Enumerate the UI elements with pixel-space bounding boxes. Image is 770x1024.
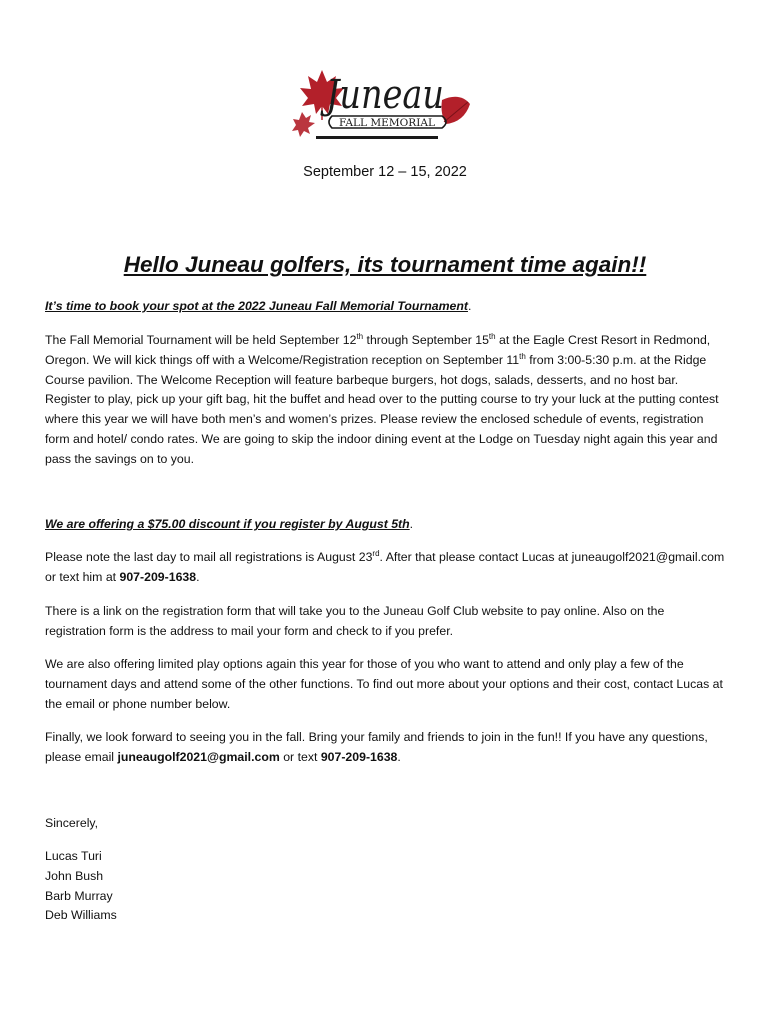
- para1-text-a: The Fall Memorial Tournament will be held September 12: [45, 333, 357, 347]
- online-payment-paragraph: There is a link on the registration form that will take you to the Juneau Golf Club website to pay online. Also on the registration form is the address to mail your form and check to if you prefer.: [45, 604, 665, 638]
- contact-email: juneaugolf2021@gmail.com: [117, 749, 280, 764]
- tournament-details-paragraph: [45, 331, 725, 470]
- signatory-name: Deb Williams: [45, 908, 117, 923]
- signatory-name: John Bush: [45, 868, 104, 883]
- para2-text-c: .: [196, 569, 200, 584]
- discount-text: We are offering a $75.00 discount if you register by August 5th: [45, 517, 410, 531]
- contact-phone: 907-209-1638: [320, 749, 398, 764]
- discount-paragraph: [45, 515, 725, 535]
- signatory-name: Lucas Turi: [45, 849, 102, 863]
- sign-off: Sincerely,: [45, 816, 99, 830]
- intro-tail: .: [467, 299, 472, 313]
- para5-text-a: Finally, we look forward to seeing you in the fall. Bring your family and friends to join in the fun!! If you have any questions, please email: [45, 730, 708, 764]
- para2-text-b: . After that please contact Lucas at juneaugolf2021@gmail.com or text him at: [45, 550, 725, 584]
- phone-number: 907-209-1638: [119, 569, 197, 584]
- para1-text-d: from 3:00-5:30 p.m. at the Ridge Course pavilion. The Welcome Reception will feature barbeque burgers, hot dogs, salads, desserts, and no host bar. Register to play, pick up your gift bag, hit the buffet and head over to the putting course to try your luck at the putting contest where this year we will have both men’s and women’s prizes. Please review the enclosed schedule of events, registration form and hotel/ condo rates. We are going to skip the indoor dining event at the Lodge on Tuesday night again this year and pass the savings on to you.: [45, 352, 719, 466]
- deadline-paragraph: [45, 548, 725, 588]
- closing-paragraph: [45, 728, 725, 768]
- para1-sup3: th: [519, 351, 526, 361]
- intro-paragraph: [45, 297, 725, 317]
- date-line: September 12 – 15, 2022: [303, 164, 467, 180]
- small-leaf-icon: [292, 112, 315, 137]
- para1-text-b: through September 15: [363, 333, 489, 347]
- intro-text: It’s time to book your spot at the 2022 Juneau Fall Memorial Tournament: [45, 299, 468, 313]
- logo-subtitle-text: FALL MEMORIAL: [339, 118, 436, 129]
- para2-sup: rd: [372, 548, 380, 558]
- para1-sup1: th: [356, 331, 364, 341]
- para1-text-c: at the Eagle Crest Resort in Redmond, Oregon. We will kick things off with a Welcome/Registration reception on September 11: [45, 333, 711, 367]
- para2-text-a: Please note the last day to mail all registrations is August 23: [45, 550, 373, 564]
- para5-text-b: or text: [279, 749, 321, 764]
- logo-script-text: Juneau: [320, 72, 444, 118]
- discount-tail: .: [409, 517, 414, 531]
- headline: Hello Juneau golfers, its tournament time again!!: [123, 252, 647, 277]
- limited-play-paragraph: We are also offering limited play options again this year for those of you who want to attend and only play a few of the tournament days and attend some of the other functions. To find out more about your options and their cost, contact Lucas at the email or phone number below.: [45, 657, 723, 711]
- logo-underline: [316, 136, 438, 139]
- para1-sup2: th: [488, 331, 496, 341]
- para5-text-c: .: [397, 749, 401, 764]
- signatory-list: [45, 847, 117, 926]
- juneau-fall-memorial-logo: [292, 62, 474, 144]
- signatory-name: Barb Murray: [45, 888, 113, 903]
